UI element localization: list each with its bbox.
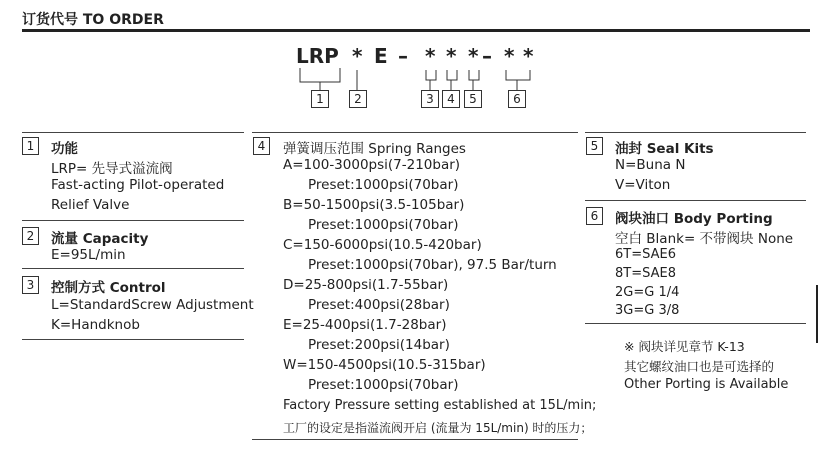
spring-preset: Preset:1000psi(70bar), 97.5 Bar/turn xyxy=(308,257,557,273)
code-box-4: 4 xyxy=(442,90,460,108)
code-box-2: 2 xyxy=(349,90,367,108)
seal-kit-line: V=Viton xyxy=(615,177,671,193)
section-title-function: 功能 xyxy=(51,141,78,157)
section-title-seal-kits: 油封 Seal Kits xyxy=(615,141,714,157)
code-dash-1: – xyxy=(398,44,408,68)
code-star-6b: * xyxy=(523,44,534,68)
note-line: 其它螺纹油口也是可选择的 xyxy=(624,359,775,374)
body-porting-line: 3G=G 3/8 xyxy=(615,303,680,318)
divider xyxy=(585,132,806,133)
body-porting-line: 2G=G 1/4 xyxy=(615,285,680,300)
spring-preset: Preset:1000psi(70bar) xyxy=(308,217,459,233)
capacity-line: E=95L/min xyxy=(51,247,126,263)
divider xyxy=(252,439,578,440)
function-line: Fast-acting Pilot-operated xyxy=(51,177,225,193)
factory-setting-note: Factory Pressure setting established at 15L/min; xyxy=(283,398,597,413)
divider xyxy=(22,132,244,133)
code-box-1: 1 xyxy=(311,90,329,108)
spring-preset: Preset:200psi(14bar) xyxy=(308,337,450,353)
section-number-2: 2 xyxy=(22,227,39,245)
divider xyxy=(22,220,244,221)
code-box-3: 3 xyxy=(421,90,439,108)
spring-range-c: C=150-6000psi(10.5-420bar) xyxy=(283,237,482,253)
body-porting-line: 空白 Blank= 不带阀块 None xyxy=(615,231,794,247)
spring-preset: Preset:1000psi(70bar) xyxy=(308,377,459,393)
code-e: E xyxy=(374,44,388,68)
page-title: 订货代号 TO ORDER xyxy=(22,12,164,28)
divider xyxy=(585,200,806,201)
divider xyxy=(22,339,244,340)
section-title-capacity: 流量 Capacity xyxy=(51,231,149,247)
control-line: L=StandardScrew Adjustment xyxy=(51,297,254,313)
code-box-5: 5 xyxy=(464,90,482,108)
code-connector-lines xyxy=(0,0,819,120)
section-number-1: 1 xyxy=(22,137,39,155)
function-line: LRP= 先导式溢流阀 xyxy=(51,161,173,177)
code-star-4: * xyxy=(446,44,457,68)
section-number-4: 4 xyxy=(253,137,270,155)
section-number-6: 6 xyxy=(586,207,603,225)
function-line: Relief Valve xyxy=(51,197,130,213)
code-star-6a: * xyxy=(504,44,515,68)
control-line: K=Handknob xyxy=(51,317,140,333)
code-lrp: LRP xyxy=(296,44,339,68)
body-porting-line: 8T=SAE8 xyxy=(615,266,676,281)
divider xyxy=(585,323,806,324)
code-star-5: * xyxy=(468,44,479,68)
section-title-control: 控制方式 Control xyxy=(51,280,166,296)
spring-range-e: E=25-400psi(1.7-28bar) xyxy=(283,317,447,333)
code-star-1: * xyxy=(352,44,363,68)
section-number-3: 3 xyxy=(22,276,39,294)
code-dash-2: – xyxy=(482,44,492,68)
edge-bar xyxy=(816,285,818,343)
code-box-6: 6 xyxy=(508,90,526,108)
note-line: ※ 阀块详见章节 K-13 xyxy=(624,339,745,354)
section-title-spring-ranges: 弹簧调压范围 Spring Ranges xyxy=(283,141,466,157)
divider xyxy=(252,132,578,133)
spring-preset: Preset:400psi(28bar) xyxy=(308,297,450,313)
body-porting-line: 6T=SAE6 xyxy=(615,247,676,262)
factory-setting-note-cn: 工厂的设定是指溢流阀开启 (流量为 15L/min) 时的压力； xyxy=(283,421,593,435)
spring-range-b: B=50-1500psi(3.5-105bar) xyxy=(283,197,465,213)
code-star-3: * xyxy=(425,44,436,68)
note-line: Other Porting is Available xyxy=(624,377,789,392)
spring-preset: Preset:1000psi(70bar) xyxy=(308,177,459,193)
spring-range-a: A=100-3000psi(7-210bar) xyxy=(283,157,461,173)
divider xyxy=(22,268,244,269)
section-number-5: 5 xyxy=(586,137,603,155)
spring-range-w: W=150-4500psi(10.5-315bar) xyxy=(283,357,486,373)
section-title-body-porting: 阀块油口 Body Porting xyxy=(615,211,773,227)
seal-kit-line: N=Buna N xyxy=(615,157,686,173)
spring-range-d: D=25-800psi(1.7-55bar) xyxy=(283,277,449,293)
